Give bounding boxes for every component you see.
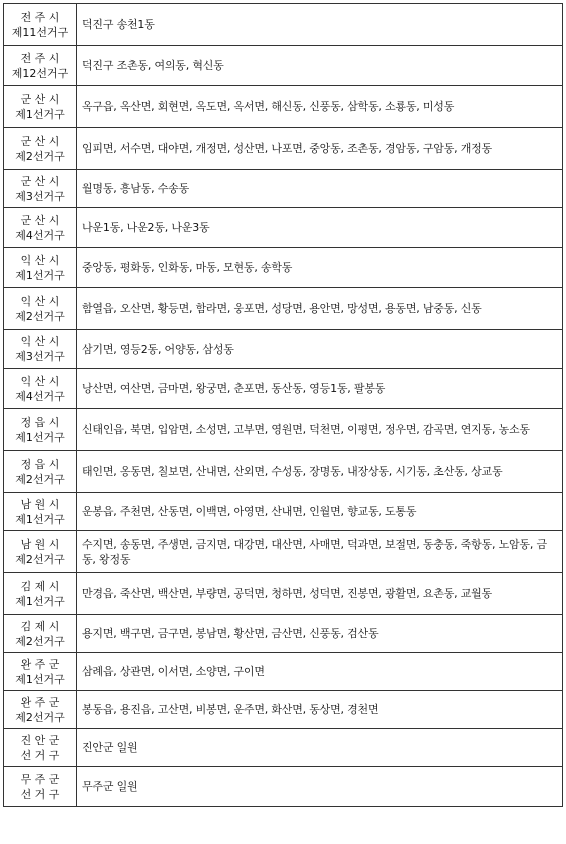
table-row — [4, 330, 563, 369]
table-row — [4, 653, 563, 691]
district-constituency: 제1선거구 — [15, 268, 65, 282]
district-areas-cell: 삼기면, 영등2동, 어양동, 삼성동 — [77, 330, 563, 369]
district-municipality: 남 원 시 — [20, 537, 60, 551]
district-municipality: 정 읍 시 — [20, 457, 60, 471]
table-row — [4, 531, 563, 573]
table-row — [4, 128, 563, 170]
district-areas-cell: 임피면, 서수면, 대야면, 개정면, 성산면, 나포면, 중앙동, 조촌동, 경암동, 구암동, 개정동 — [77, 128, 563, 170]
district-constituency: 제1선거구 — [15, 512, 65, 526]
district-areas-cell: 중앙동, 평화동, 인화동, 마동, 모현동, 송학동 — [77, 248, 563, 288]
district-municipality: 완 주 군 — [20, 695, 60, 709]
district-municipality: 무 주 군 — [20, 772, 60, 786]
table-row — [4, 4, 563, 46]
district-name-cell — [4, 128, 77, 170]
district-areas-cell: 만경읍, 죽산면, 백산면, 부량면, 공덕면, 청하면, 성덕면, 진봉면, 광활면, 요촌동, 교월동 — [77, 573, 563, 615]
district-areas-cell: 봉동읍, 용진읍, 고산면, 비봉면, 운주면, 화산면, 동상면, 경천면 — [77, 691, 563, 729]
district-areas-cell: 나운1동, 나운2동, 나운3동 — [77, 208, 563, 248]
district-constituency: 제2선거구 — [15, 309, 65, 323]
district-constituency: 제2선거구 — [15, 149, 65, 163]
district-areas-cell: 운봉읍, 주천면, 산동면, 이백면, 아영면, 산내면, 인월면, 향교동, 도통동 — [77, 493, 563, 531]
district-name-cell — [4, 653, 77, 691]
district-municipality: 군 산 시 — [20, 134, 60, 148]
district-name-cell — [4, 493, 77, 531]
district-name-cell — [4, 288, 77, 330]
district-constituency: 제2선거구 — [15, 552, 65, 566]
table-row — [4, 369, 563, 409]
table-row — [4, 288, 563, 330]
district-municipality: 전 주 시 — [20, 51, 60, 65]
table-row — [4, 767, 563, 807]
table-row — [4, 729, 563, 767]
district-constituency: 제3선거구 — [15, 189, 65, 203]
table-row — [4, 208, 563, 248]
district-municipality: 완 주 군 — [20, 657, 60, 671]
table-row — [4, 170, 563, 208]
district-constituency: 제11선거구 — [11, 25, 69, 39]
district-constituency: 선 거 구 — [20, 787, 60, 801]
district-municipality: 익 산 시 — [20, 294, 60, 308]
district-constituency: 제3선거구 — [15, 350, 65, 363]
district-areas-cell: 옥구읍, 옥산면, 회현면, 옥도면, 옥서면, 해신동, 신풍동, 삼학동, 소룡동, 미성동 — [77, 86, 563, 128]
district-municipality: 진 안 군 — [20, 733, 60, 747]
district-municipality: 익 산 시 — [20, 253, 60, 267]
district-constituency: 제2선거구 — [15, 634, 65, 648]
district-municipality: 익 산 시 — [20, 335, 60, 348]
district-municipality: 정 읍 시 — [20, 415, 60, 429]
district-areas-cell: 삼례읍, 상관면, 이서면, 소양면, 구이면 — [77, 653, 563, 691]
district-constituency: 제2선거구 — [15, 710, 65, 724]
district-constituency: 제12선거구 — [11, 66, 69, 80]
district-constituency: 제1선거구 — [15, 672, 65, 686]
district-constituency: 제1선거구 — [15, 430, 65, 444]
district-name-cell — [4, 330, 77, 369]
district-name-cell — [4, 531, 77, 573]
district-municipality: 전 주 시 — [20, 10, 60, 24]
table-row — [4, 451, 563, 493]
district-name-cell — [4, 451, 77, 493]
table-row — [4, 493, 563, 531]
district-areas-cell: 무주군 일원 — [77, 767, 563, 807]
district-areas-cell: 덕진구 조촌동, 여의동, 혁신동 — [77, 46, 563, 86]
district-name-cell — [4, 573, 77, 615]
district-name-cell — [4, 248, 77, 288]
table-row — [4, 573, 563, 615]
district-areas-cell: 월명동, 흥남동, 수송동 — [77, 170, 563, 208]
district-areas-cell: 낭산면, 여산면, 금마면, 왕궁면, 춘포면, 동산동, 영등1동, 팔봉동 — [77, 369, 563, 409]
district-areas-cell: 수지면, 송동면, 주생면, 금지면, 대강면, 대산면, 사매면, 덕과면, 보절면, 동충동, 죽항동, 노암동, 금동, 왕정동 — [77, 531, 563, 573]
district-municipality: 군 산 시 — [20, 92, 60, 106]
district-areas-cell: 덕진구 송천1동 — [77, 4, 563, 46]
district-constituency: 제4선거구 — [15, 389, 65, 403]
district-areas-cell: 용지면, 백구면, 금구면, 봉남면, 황산면, 금산면, 신풍동, 검산동 — [77, 615, 563, 653]
district-name-cell — [4, 86, 77, 128]
district-municipality: 김 제 시 — [20, 579, 60, 593]
district-name-cell — [4, 369, 77, 409]
district-name-cell — [4, 170, 77, 208]
district-constituency: 제4선거구 — [15, 228, 65, 242]
district-municipality: 익 산 시 — [20, 374, 60, 388]
district-table-body — [4, 4, 563, 807]
district-name-cell — [4, 691, 77, 729]
district-areas-cell: 태인면, 옹동면, 칠보면, 산내면, 산외면, 수성동, 장명동, 내장상동, 시기동, 초산동, 상교동 — [77, 451, 563, 493]
district-areas-cell: 진안군 일원 — [77, 729, 563, 767]
district-constituency: 제2선거구 — [15, 472, 65, 486]
district-municipality: 김 제 시 — [20, 619, 60, 633]
district-name-cell — [4, 46, 77, 86]
district-name-cell — [4, 767, 77, 807]
table-row — [4, 86, 563, 128]
district-municipality: 군 산 시 — [20, 213, 60, 227]
district-name-cell — [4, 208, 77, 248]
district-name-cell — [4, 409, 77, 451]
district-municipality: 군 산 시 — [20, 174, 60, 188]
district-name-cell — [4, 4, 77, 46]
district-areas-cell: 신태인읍, 북면, 입암면, 소성면, 고부면, 영원면, 덕천면, 이평면, 정우면, 감곡면, 연지동, 농소동 — [77, 409, 563, 451]
table-row — [4, 46, 563, 86]
district-areas-cell: 함열읍, 오산면, 황등면, 함라면, 웅포면, 성당면, 용안면, 망성면, 용동면, 남중동, 신동 — [77, 288, 563, 330]
district-constituency: 제1선거구 — [15, 107, 65, 121]
district-constituency: 선 거 구 — [20, 748, 60, 762]
district-municipality: 남 원 시 — [20, 497, 60, 511]
table-row — [4, 691, 563, 729]
table-row — [4, 409, 563, 451]
table-row — [4, 248, 563, 288]
district-name-cell — [4, 729, 77, 767]
district-table — [3, 3, 563, 807]
district-name-cell — [4, 615, 77, 653]
table-row — [4, 615, 563, 653]
district-constituency: 제1선거구 — [15, 594, 65, 608]
